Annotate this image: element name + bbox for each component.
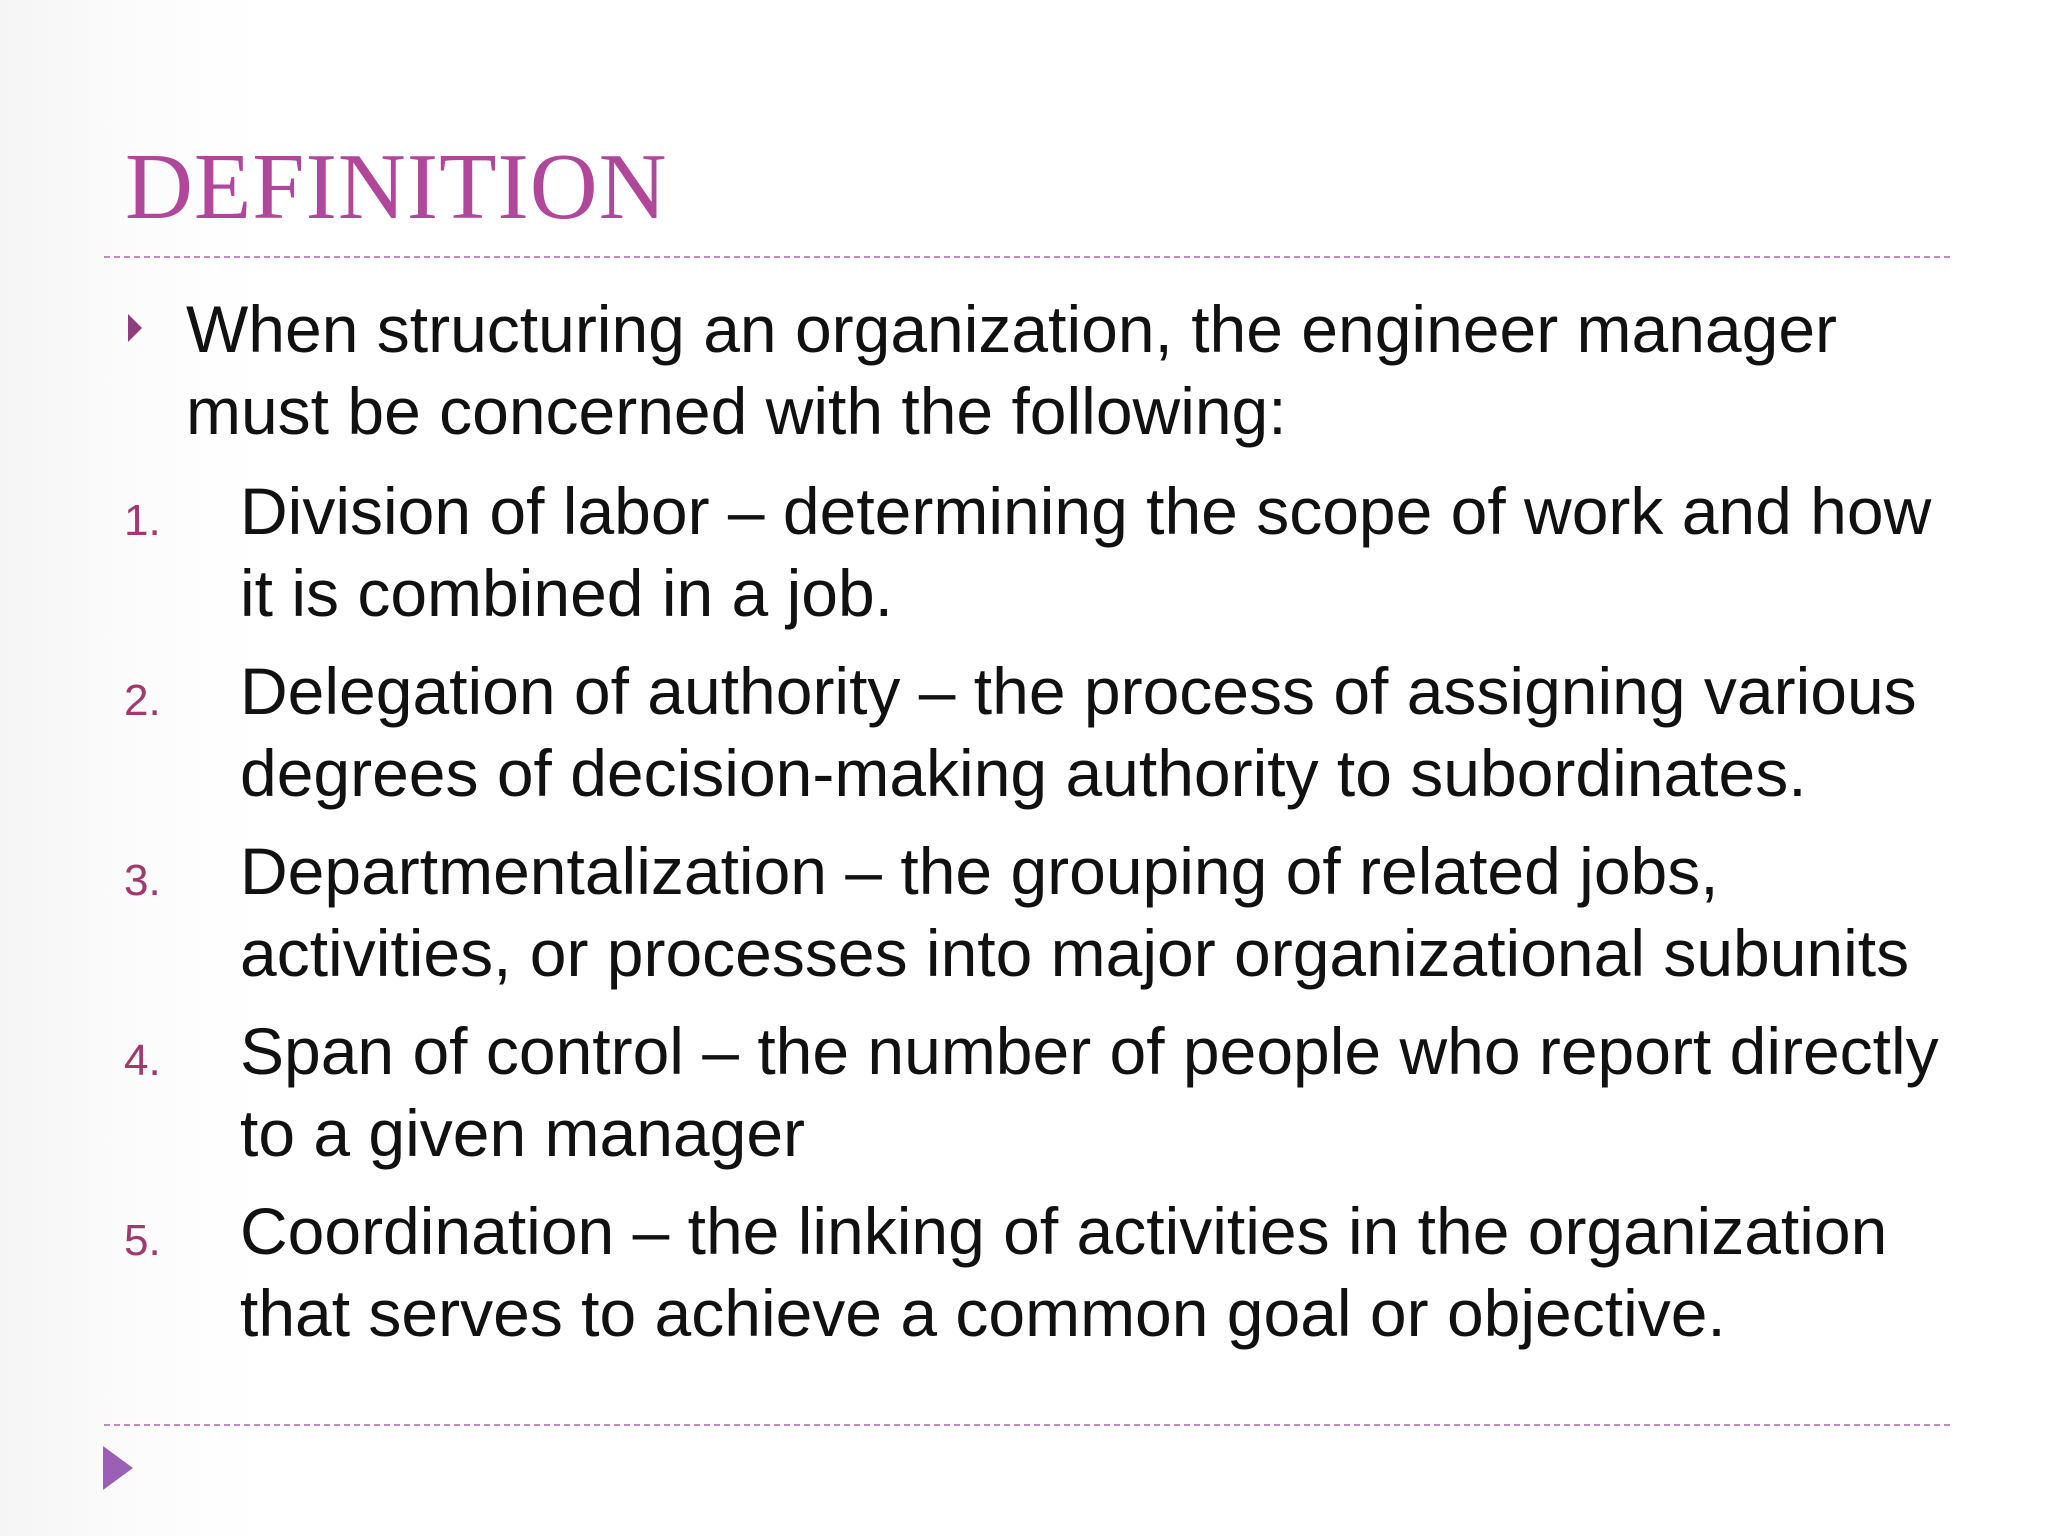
list-item-number: 5. xyxy=(124,1216,161,1265)
list-item xyxy=(124,1010,1964,1174)
bullet-triangle-icon xyxy=(128,314,142,342)
list-item-number: 2. xyxy=(124,676,161,725)
list-item-number: 4. xyxy=(124,1036,161,1085)
bottom-divider xyxy=(104,1424,1950,1426)
footer-triangle-icon xyxy=(103,1446,133,1490)
list-item-text: Delegation of authority – the process of assigning various degrees of decision-making authority to subordinates. xyxy=(240,654,1917,810)
numbered-list xyxy=(124,470,1964,1370)
intro-paragraph xyxy=(128,288,1948,452)
list-item xyxy=(124,830,1964,994)
list-item-text: Coordination – the linking of activities in the organization that serves to achieve a common goal or objective. xyxy=(240,1194,1888,1350)
intro-text: When structuring an organization, the engineer manager must be concerned with the following: xyxy=(186,292,1837,448)
list-item-number: 3. xyxy=(124,856,161,905)
list-item-text: Departmentalization – the grouping of related jobs, activities, or processes into major organizational subunits xyxy=(240,834,1910,990)
list-item-text: Division of labor – determining the scope of work and how it is combined in a job. xyxy=(240,474,1932,630)
list-item-number: 1. xyxy=(124,496,161,545)
list-item xyxy=(124,1190,1964,1354)
top-divider xyxy=(104,256,1950,258)
list-item xyxy=(124,470,1964,634)
slide-title: DEFINITION xyxy=(125,135,668,239)
list-item xyxy=(124,650,1964,814)
list-item-text: Span of control – the number of people who report directly to a given manager xyxy=(240,1014,1939,1170)
